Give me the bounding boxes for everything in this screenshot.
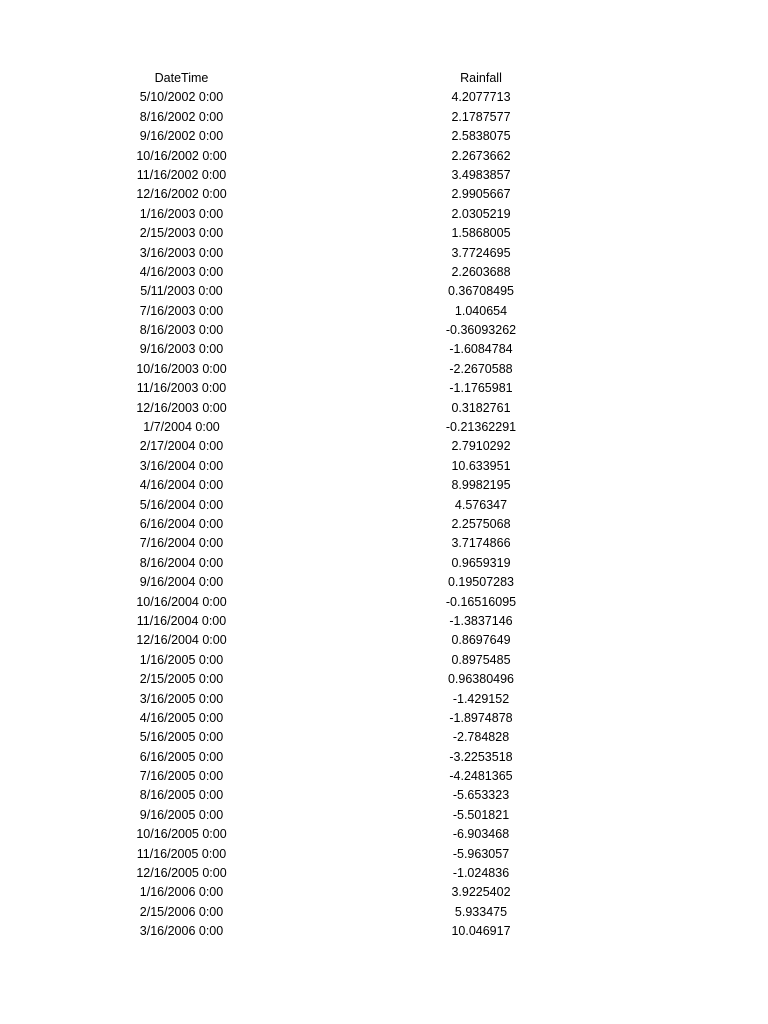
cell-datetime: 7/16/2003 0:00 (139, 303, 224, 318)
cell-datetime: 12/16/2003 0:00 (136, 400, 227, 415)
table-row (0, 88, 768, 107)
cell-datetime: 4/16/2005 0:00 (139, 710, 224, 725)
cell-rainfall: -0.16516095 (445, 594, 517, 609)
table-row (0, 496, 768, 515)
table-row (0, 127, 768, 146)
cell-rainfall: -1.024836 (452, 866, 510, 881)
table-row (0, 554, 768, 573)
table-row (0, 147, 768, 166)
cell-rainfall: 4.576347 (454, 497, 508, 512)
cell-rainfall: -5.653323 (452, 788, 510, 803)
cell-datetime: 6/16/2004 0:00 (139, 516, 224, 531)
cell-rainfall: 2.0305219 (451, 206, 511, 221)
table-row (0, 534, 768, 553)
table-row (0, 593, 768, 612)
table-body (0, 88, 768, 941)
table-row (0, 185, 768, 204)
header-datetime: DateTime (154, 71, 209, 85)
cell-rainfall: -3.2253518 (449, 749, 513, 764)
cell-datetime: 11/16/2005 0:00 (136, 846, 227, 861)
cell-datetime: 3/16/2003 0:00 (139, 245, 224, 260)
table-row (0, 728, 768, 747)
cell-datetime: 5/10/2002 0:00 (139, 90, 224, 105)
cell-datetime: 9/16/2003 0:00 (139, 342, 224, 357)
table-row (0, 340, 768, 359)
table-row (0, 205, 768, 224)
cell-datetime: 11/16/2003 0:00 (136, 381, 227, 396)
cell-datetime: 11/16/2004 0:00 (136, 613, 227, 628)
table-row (0, 612, 768, 631)
cell-datetime: 2/17/2004 0:00 (139, 439, 224, 454)
cell-rainfall: 3.9225402 (451, 885, 511, 900)
cell-rainfall: -5.501821 (452, 807, 510, 822)
table-row (0, 709, 768, 728)
cell-rainfall: 3.7724695 (451, 245, 511, 260)
cell-datetime: 1/16/2003 0:00 (139, 206, 224, 221)
table-row (0, 767, 768, 786)
cell-rainfall: -1.8974878 (449, 710, 513, 725)
table-row (0, 806, 768, 825)
table-row (0, 748, 768, 767)
cell-rainfall: 0.96380496 (447, 672, 515, 687)
cell-rainfall: 0.36708495 (447, 284, 515, 299)
cell-rainfall: 2.2575068 (451, 516, 511, 531)
cell-datetime: 9/16/2004 0:00 (139, 575, 224, 590)
cell-rainfall: -2.784828 (452, 730, 510, 745)
cell-rainfall: -5.963057 (452, 846, 510, 861)
cell-rainfall: -0.36093262 (445, 323, 517, 338)
cell-datetime: 8/16/2003 0:00 (139, 323, 224, 338)
cell-rainfall: 0.3182761 (451, 400, 511, 415)
cell-rainfall: 5.933475 (454, 904, 508, 919)
cell-datetime: 11/16/2002 0:00 (136, 167, 227, 182)
cell-datetime: 7/16/2004 0:00 (139, 536, 224, 551)
cell-datetime: 5/16/2004 0:00 (139, 497, 224, 512)
cell-rainfall: -6.903468 (452, 827, 510, 842)
table-row (0, 457, 768, 476)
cell-datetime: 10/16/2003 0:00 (136, 361, 227, 376)
table-row (0, 631, 768, 650)
cell-rainfall: 3.7174866 (451, 536, 511, 551)
cell-rainfall: 1.5868005 (451, 226, 511, 241)
cell-datetime: 10/16/2005 0:00 (136, 827, 227, 842)
cell-datetime: 8/16/2002 0:00 (139, 109, 224, 124)
cell-datetime: 4/16/2004 0:00 (139, 478, 224, 493)
data-table (0, 69, 768, 942)
cell-rainfall: 0.8975485 (451, 652, 511, 667)
table-row (0, 922, 768, 941)
cell-rainfall: 0.8697649 (451, 633, 511, 648)
table-row (0, 845, 768, 864)
cell-rainfall: 4.2077713 (451, 90, 511, 105)
cell-datetime: 7/16/2005 0:00 (139, 769, 224, 784)
table-row (0, 166, 768, 185)
cell-datetime: 3/16/2006 0:00 (139, 924, 224, 939)
cell-datetime: 1/7/2004 0:00 (143, 420, 220, 435)
header-rainfall: Rainfall (460, 71, 502, 85)
table-row (0, 418, 768, 437)
cell-rainfall: 3.4983857 (451, 167, 511, 182)
cell-rainfall: -0.21362291 (445, 420, 517, 435)
cell-rainfall: -1.3837146 (449, 613, 513, 628)
cell-datetime: 8/16/2005 0:00 (139, 788, 224, 803)
cell-datetime: 3/16/2004 0:00 (139, 458, 224, 473)
cell-datetime: 3/16/2005 0:00 (139, 691, 224, 706)
cell-rainfall: 2.1787577 (451, 109, 511, 124)
table-row (0, 321, 768, 340)
table-row (0, 651, 768, 670)
table-row (0, 690, 768, 709)
cell-rainfall: -2.2670588 (449, 361, 513, 376)
cell-rainfall: 2.7910292 (451, 439, 511, 454)
cell-datetime: 9/16/2002 0:00 (139, 129, 224, 144)
cell-datetime: 12/16/2004 0:00 (136, 633, 227, 648)
cell-datetime: 8/16/2004 0:00 (139, 555, 224, 570)
table-row (0, 399, 768, 418)
table-row (0, 825, 768, 844)
cell-datetime: 12/16/2005 0:00 (136, 866, 227, 881)
table-row (0, 224, 768, 243)
cell-rainfall: 1.040654 (454, 303, 508, 318)
cell-datetime: 6/16/2005 0:00 (139, 749, 224, 764)
cell-rainfall: 10.046917 (451, 924, 511, 939)
cell-rainfall: 2.2603688 (451, 264, 511, 279)
cell-rainfall: -1.1765981 (449, 381, 513, 396)
cell-rainfall: -4.2481365 (449, 769, 513, 784)
table-row (0, 883, 768, 902)
cell-datetime: 5/16/2005 0:00 (139, 730, 224, 745)
cell-rainfall: 2.5838075 (451, 129, 511, 144)
cell-datetime: 12/16/2002 0:00 (136, 187, 227, 202)
cell-rainfall: 8.9982195 (451, 478, 511, 493)
table-header-row (0, 69, 768, 88)
cell-rainfall: 2.2673662 (451, 148, 511, 163)
cell-rainfall: -1.6084784 (449, 342, 513, 357)
cell-datetime: 2/15/2006 0:00 (139, 904, 224, 919)
cell-datetime: 5/11/2003 0:00 (140, 284, 223, 299)
table-row (0, 670, 768, 689)
cell-datetime: 2/15/2005 0:00 (139, 672, 224, 687)
cell-datetime: 1/16/2005 0:00 (139, 652, 224, 667)
table-row (0, 903, 768, 922)
table-row (0, 263, 768, 282)
table-row (0, 786, 768, 805)
cell-rainfall: 10.633951 (451, 458, 511, 473)
table-row (0, 476, 768, 495)
cell-datetime: 10/16/2004 0:00 (136, 594, 227, 609)
table-row (0, 108, 768, 127)
cell-datetime: 4/16/2003 0:00 (139, 264, 224, 279)
cell-rainfall: 2.9905667 (451, 187, 511, 202)
cell-datetime: 9/16/2005 0:00 (139, 807, 224, 822)
table-row (0, 360, 768, 379)
cell-datetime: 1/16/2006 0:00 (139, 885, 224, 900)
cell-rainfall: 0.19507283 (447, 575, 515, 590)
table-row (0, 379, 768, 398)
cell-datetime: 10/16/2002 0:00 (136, 148, 227, 163)
cell-datetime: 2/15/2003 0:00 (139, 226, 224, 241)
table-row (0, 302, 768, 321)
table-row (0, 244, 768, 263)
table-row (0, 437, 768, 456)
table-row (0, 864, 768, 883)
table-row (0, 573, 768, 592)
cell-rainfall: -1.429152 (452, 691, 510, 706)
table-row (0, 282, 768, 301)
cell-rainfall: 0.9659319 (451, 555, 511, 570)
table-row (0, 515, 768, 534)
